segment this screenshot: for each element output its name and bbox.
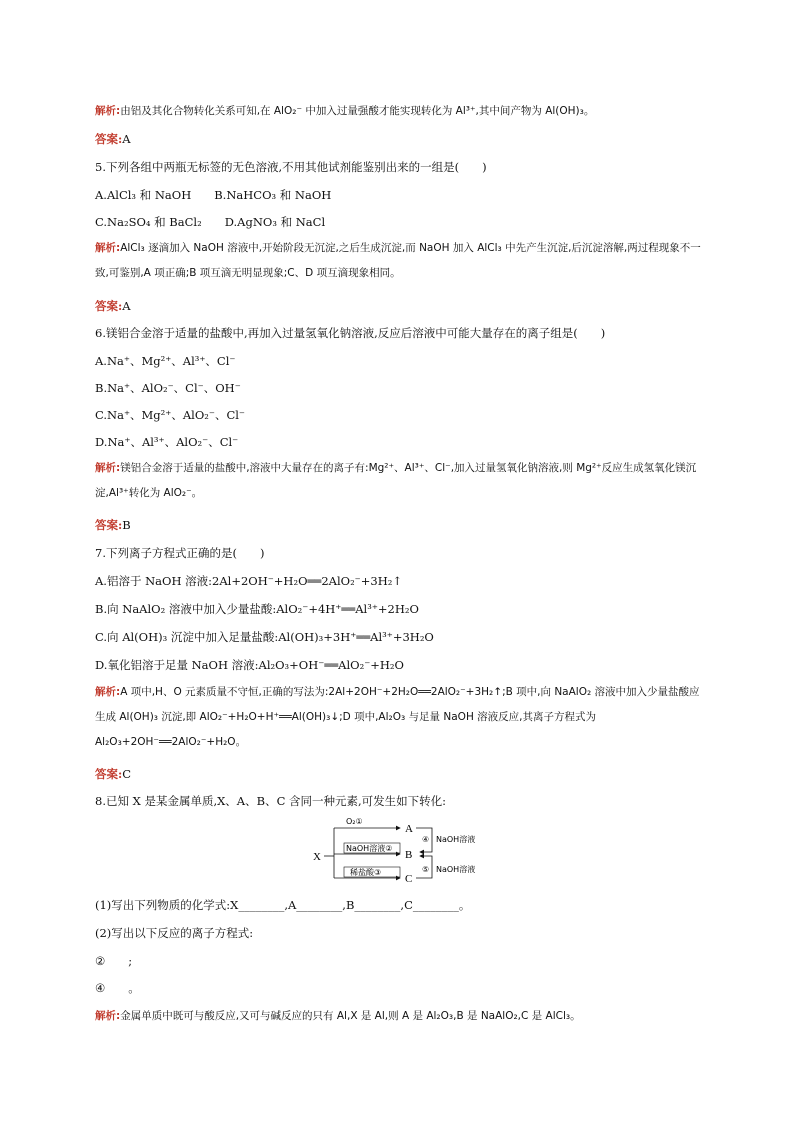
q7-option-c: C.向 Al(OH)₃ 沉淀中加入足量盐酸:Al(OH)₃+3H⁺══Al³⁺+3H₂O — [95, 630, 434, 644]
explanation-label: 解析: — [95, 1010, 121, 1022]
reagent-1: O₂① — [346, 817, 363, 826]
answer-label: 答案: — [95, 518, 123, 532]
explanation-text: 金属单质中既可与酸反应,又可与碱反应的只有 Al,X 是 Al,则 A 是 Al₂O₃,B 是 NaAlO₂,C 是 AlCl₃。 — [120, 1010, 581, 1022]
answer-label: 答案: — [95, 299, 123, 313]
q8-sub2: (2)写出以下反应的离子方程式: — [95, 926, 254, 940]
explanation-label: 解析: — [95, 686, 121, 698]
answer-value: C — [122, 767, 132, 781]
explanation-text: 由铝及其化合物转化关系可知,在 AlO₂⁻ 中加入过量强酸才能实现转化为 Al³⁺,其中间产物为 Al(OH)₃。 — [120, 105, 595, 117]
q5-options-ab: A.AlCl₃ 和 NaOH B.NaHCO₃ 和 NaOH — [95, 188, 332, 202]
explanation-text: 镁铝合金溶于适量的盐酸中,溶液中大量存在的离子有:Mg²⁺、Al³⁺、Cl⁻,加入过量氢氧化钠溶液,则 Mg²⁺反应生成氢氧化镁沉淀,Al³⁺转化为 AlO₂⁻。 — [95, 462, 697, 499]
q8-sub2-a: ② ; — [95, 954, 133, 968]
reaction-4: ④ — [422, 835, 430, 844]
answer-label: 答案: — [95, 132, 123, 146]
q6-answer — [95, 517, 131, 533]
q6-option-c: C.Na⁺、Mg²⁺、AlO₂⁻、Cl⁻ — [95, 408, 245, 422]
q6-stem: 6.镁铝合金溶于适量的盐酸中,再加入过量氢氧化钠溶液,反应后溶液中可能大量存在的离子组是( ) — [95, 326, 606, 340]
q5-answer — [95, 298, 131, 314]
q8-stem: 8.已知 X 是某金属单质,X、A、B、C 含同一种元素,可发生如下转化: — [95, 794, 447, 808]
q8-explanation — [95, 1008, 581, 1024]
q7-explanation — [95, 680, 705, 755]
node-c: C — [405, 873, 413, 885]
conversion-diagram — [310, 810, 510, 890]
q4-answer — [95, 131, 131, 147]
q6-option-a: A.Na⁺、Mg²⁺、Al³⁺、Cl⁻ — [95, 354, 236, 368]
q6-option-d: D.Na⁺、Al³⁺、AlO₂⁻、Cl⁻ — [95, 435, 239, 449]
reagent-2: NaOH溶液② — [346, 844, 393, 853]
q5-stem: 5.下列各组中两瓶无标签的无色溶液,不用其他试剂能鉴别出来的一组是( ) — [95, 160, 487, 174]
q8-sub2-b: ④ 。 — [95, 981, 140, 995]
q8-sub1: (1)写出下列物质的化学式:X________,A________,B________,C________。 — [95, 898, 471, 912]
explanation-text: A 项中,H、O 元素质量不守恒,正确的写法为:2Al+2OH⁻+2H₂O══2AlO₂⁻+3H₂↑;B 项中,向 NaAlO₂ 溶液中加入少量盐酸应生成 Al(OH)₃ 沉淀,即 AlO₂⁻+H₂O+H⁺══Al(OH)₃↓;D 项中,Al₂O₃ 与足量 NaOH 溶液反应,其离子方程式为 Al₂O₃+2OH⁻══2AlO₂⁻+H₂O。 — [95, 686, 700, 748]
q5-options-cd: C.Na₂SO₄ 和 BaCl₂ D.AgNO₃ 和 NaCl — [95, 215, 326, 229]
q7-stem: 7.下列离子方程式正确的是( ) — [95, 546, 265, 560]
q5-explanation — [95, 236, 705, 286]
answer-value: B — [122, 518, 131, 532]
reaction-5: ⑤ — [422, 865, 430, 874]
answer-value: A — [122, 299, 131, 313]
explanation-label: 解析: — [95, 105, 121, 117]
node-b: B — [405, 849, 413, 861]
q6-option-b: B.Na⁺、AlO₂⁻、Cl⁻、OH⁻ — [95, 381, 241, 395]
explanation-label: 解析: — [95, 462, 121, 474]
q7-option-d: D.氧化铝溶于足量 NaOH 溶液:Al₂O₃+OH⁻══AlO₂⁻+H₂O — [95, 658, 404, 672]
q6-explanation — [95, 456, 705, 506]
conversion-diagram-svg — [310, 810, 510, 890]
reagent-5: NaOH溶液 — [436, 865, 476, 874]
reagent-3: 稀盐酸③ — [350, 868, 382, 877]
q7-answer — [95, 766, 131, 782]
explanation-text: AlCl₃ 逐滴加入 NaOH 溶液中,开始阶段无沉淀,之后生成沉淀,而 NaOH 加入 AlCl₃ 中先产生沉淀,后沉淀溶解,两过程现象不一致,可鉴别,A 项正确;B 项互滴无明显现象;C、D 项互滴现象相同。 — [95, 242, 701, 279]
q7-option-a: A.铝溶于 NaOH 溶液:2Al+2OH⁻+H₂O══2AlO₂⁻+3H₂↑ — [95, 574, 402, 588]
reagent-4: NaOH溶液 — [436, 835, 476, 844]
node-x: X — [313, 851, 321, 863]
q7-option-b: B.向 NaAlO₂ 溶液中加入少量盐酸:AlO₂⁻+4H⁺══Al³⁺+2H₂O — [95, 602, 419, 616]
node-a: A — [405, 823, 413, 835]
answer-label: 答案: — [95, 767, 123, 781]
q4-explanation — [95, 103, 594, 119]
explanation-label: 解析: — [95, 242, 121, 254]
answer-value: A — [122, 132, 131, 146]
